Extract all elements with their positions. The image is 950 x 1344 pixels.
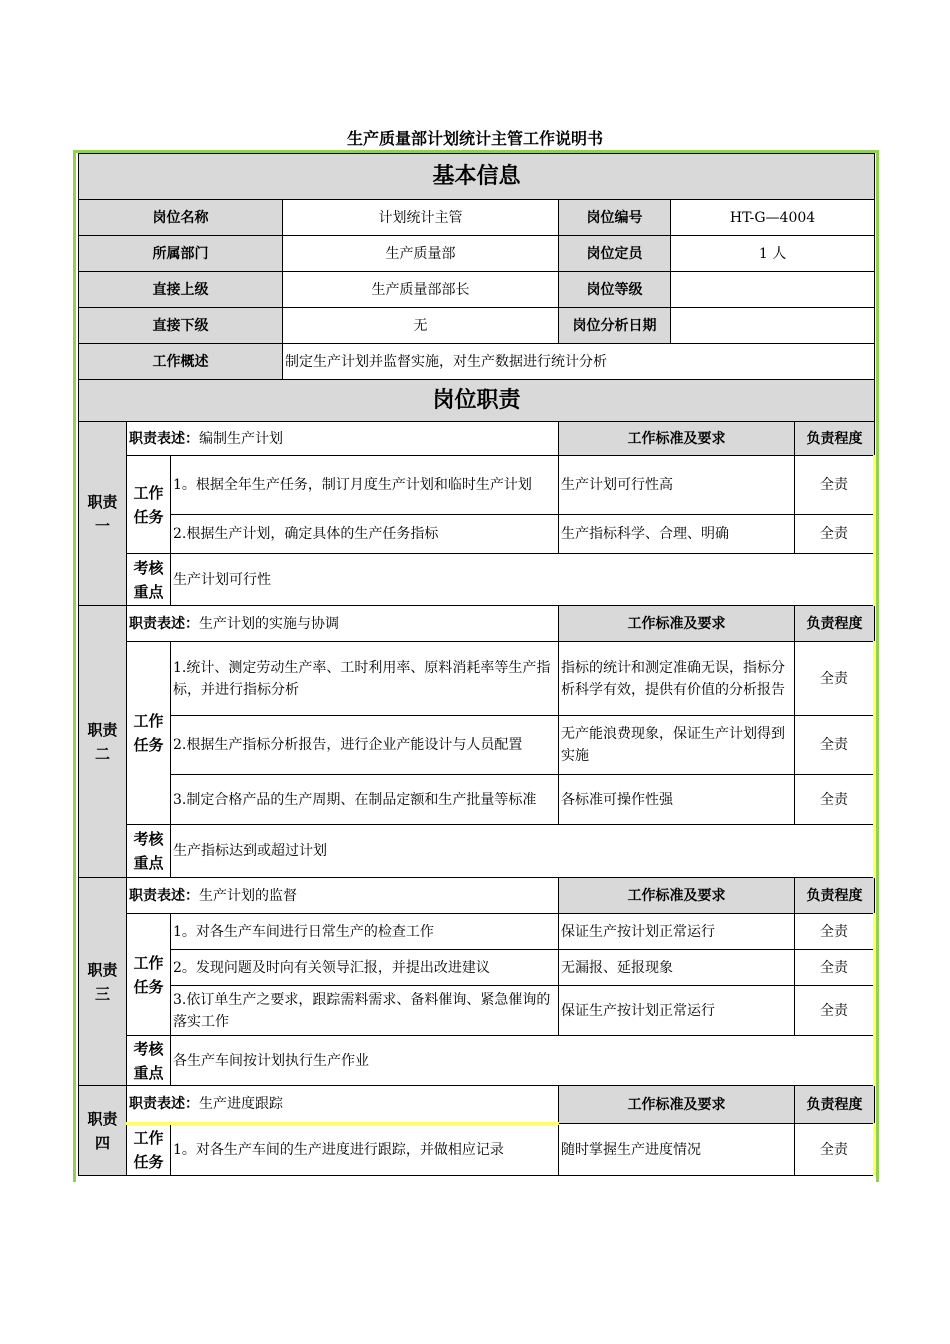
field-label: 岗位等级: [559, 272, 671, 308]
field-label: 直接下级: [79, 308, 283, 344]
duty-2-label: 职责二: [79, 606, 127, 878]
standard-header: 工作标准及要求: [559, 422, 795, 456]
task-text: 1。对各生产车间进行日常生产的检查工作: [171, 914, 559, 950]
task-standard: 无漏报、延报现象: [559, 950, 795, 986]
task-degree: 全责: [795, 515, 875, 554]
duty-3-label: 职责三: [79, 878, 127, 1086]
field-value: HT-G—4004: [671, 200, 875, 236]
field-label: 岗位编号: [559, 200, 671, 236]
duty-3-description: 职责表述：生产计划的监督: [127, 878, 559, 914]
task-degree: 全责: [795, 716, 875, 775]
duty-1-label: 职责一: [79, 422, 127, 606]
task-degree: 全责: [795, 775, 875, 825]
task-degree: 全责: [795, 914, 875, 950]
task-text: 2.根据生产指标分析报告，进行企业产能设计与人员配置: [171, 716, 559, 775]
field-label: 直接上级: [79, 272, 283, 308]
task-standard: 保证生产按计划正常运行: [559, 986, 795, 1036]
task-text: 1。根据全年生产任务，制订月度生产计划和临时生产计划: [171, 456, 559, 515]
degree-header: 负责程度: [795, 606, 875, 642]
duty-4-description: 职责表述：生产进度跟踪: [127, 1086, 559, 1124]
job-description-sheet: [73, 150, 879, 1182]
field-value: [671, 272, 875, 308]
basic-info-heading: 基本信息: [79, 154, 875, 200]
task-text: 1.统计、测定劳动生产率、工时利用率、原料消耗率等生产指标，并进行指标分析: [171, 642, 559, 716]
task-standard: 指标的统计和测定准确无误，指标分析科学有效，提供有价值的分析报告: [559, 642, 795, 716]
duties-heading: 岗位职责: [79, 380, 875, 422]
kpi-text: 生产指标达到或超过计划: [171, 825, 875, 878]
task-degree: 全责: [795, 986, 875, 1036]
kpi-label: 考核重点: [127, 1036, 171, 1086]
task-degree: 全责: [795, 1124, 875, 1176]
task-label: 工作任务: [127, 914, 171, 1036]
field-label: 岗位名称: [79, 200, 283, 236]
task-label: 工作任务: [127, 456, 171, 554]
field-value: 生产质量部部长: [283, 272, 559, 308]
field-value: 1 人: [671, 236, 875, 272]
duty-1-description: 职责表述：编制生产计划: [127, 422, 559, 456]
task-text: 3.依订单生产之要求，跟踪需料需求、备料催询、紧急催询的落实工作: [171, 986, 559, 1036]
task-text: 2。发现问题及时向有关领导汇报，并提出改进建议: [171, 950, 559, 986]
degree-header: 负责程度: [795, 1086, 875, 1124]
task-degree: 全责: [795, 456, 875, 515]
standard-header: 工作标准及要求: [559, 606, 795, 642]
field-value: 计划统计主管: [283, 200, 559, 236]
overview-text: 制定生产计划并监督实施，对生产数据进行统计分析: [283, 344, 875, 380]
task-standard: 无产能浪费现象，保证生产计划得到实施: [559, 716, 795, 775]
task-degree: 全责: [795, 950, 875, 986]
duty-2-description: 职责表述：生产计划的实施与协调: [127, 606, 559, 642]
kpi-text: 各生产车间按计划执行生产作业: [171, 1036, 875, 1086]
degree-header: 负责程度: [795, 422, 875, 456]
task-degree: 全责: [795, 642, 875, 716]
task-standard: 保证生产按计划正常运行: [559, 914, 795, 950]
degree-header: 负责程度: [795, 878, 875, 914]
document-title: 生产质量部计划统计主管工作说明书: [346, 129, 603, 148]
field-label: 所属部门: [79, 236, 283, 272]
field-label: 岗位定员: [559, 236, 671, 272]
task-standard: 生产指标科学、合理、明确: [559, 515, 795, 554]
kpi-text: 生产计划可行性: [171, 554, 875, 606]
field-value: [671, 308, 875, 344]
standard-header: 工作标准及要求: [559, 1086, 795, 1124]
field-label: 岗位分析日期: [559, 308, 671, 344]
task-label: 工作任务: [127, 1124, 171, 1176]
task-label: 工作任务: [127, 642, 171, 825]
task-standard: 随时掌握生产进度情况: [559, 1124, 795, 1176]
field-value: 无: [283, 308, 559, 344]
overview-label: 工作概述: [79, 344, 283, 380]
task-standard: 各标准可操作性强: [559, 775, 795, 825]
kpi-label: 考核重点: [127, 554, 171, 606]
kpi-label: 考核重点: [127, 825, 171, 878]
task-text: 2.根据生产计划，确定具体的生产任务指标: [171, 515, 559, 554]
task-text: 3.制定合格产品的生产周期、在制品定额和生产批量等标准: [171, 775, 559, 825]
standard-header: 工作标准及要求: [559, 878, 795, 914]
job-description-table: [78, 153, 876, 1176]
task-text: 1。对各生产车间的生产进度进行跟踪，并做相应记录: [171, 1124, 559, 1176]
field-value: 生产质量部: [283, 236, 559, 272]
task-standard: 生产计划可行性高: [559, 456, 795, 515]
duty-4-label: 职责四: [79, 1086, 127, 1176]
